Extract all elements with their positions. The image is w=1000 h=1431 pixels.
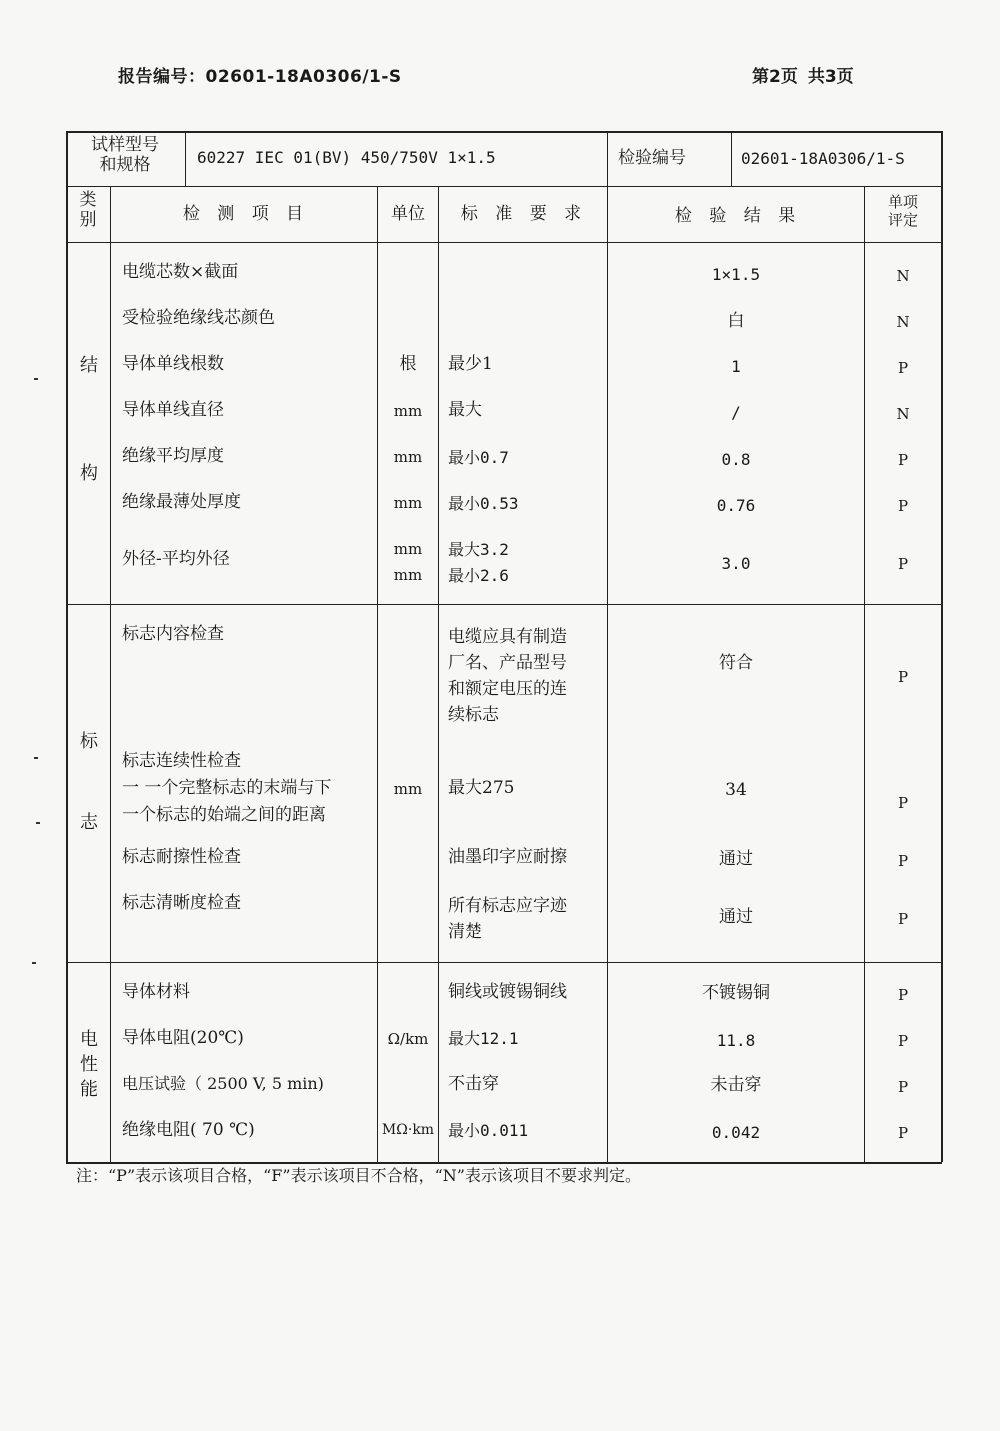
marking-item-content: 标志内容检查 <box>122 624 224 644</box>
marking-req-legibility <box>448 893 567 945</box>
structure-result-od: 3.0 <box>721 554 751 573</box>
sample-label-line1: 试样型号 <box>91 135 159 155</box>
section-label-marking-1: 标 <box>80 731 98 752</box>
col-header-unit: 单位 <box>391 204 425 224</box>
structure-verdict-od: P <box>897 555 909 573</box>
col-header-verdict-1: 单项 <box>887 193 919 211</box>
electrical-item-0: 导体材料 <box>122 982 190 1002</box>
inspection-no-value: 02601-18A0306/1-S <box>741 149 905 168</box>
report-number-value: 02601-18A0306/1-S <box>205 67 402 87</box>
col-header-category <box>80 190 97 231</box>
page-indicator <box>752 62 854 87</box>
marking-result-legibility: 通过 <box>719 907 753 927</box>
structure-result-0: 1×1.5 <box>711 265 761 284</box>
structure-unit-od-2: mm <box>393 566 423 584</box>
structure-req-4: 最小0.7 <box>448 448 509 467</box>
page-total: 共3页 <box>807 67 854 87</box>
scan-speck <box>34 757 38 759</box>
structure-req-od-1: 最大3.2 <box>448 540 509 559</box>
electrical-result-1: 11.8 <box>716 1031 756 1050</box>
col-header-category-1: 类 <box>79 190 97 210</box>
inspection-no-label: 检验编号 <box>618 148 686 168</box>
col-divider-requirement <box>607 186 608 1162</box>
marking-result-abrasion: 通过 <box>719 849 753 869</box>
structure-req-3: 最大 <box>448 400 482 420</box>
report-number <box>118 62 402 87</box>
electrical-verdict-2: P <box>897 1078 909 1096</box>
structure-verdict-1: N <box>896 313 910 331</box>
marking-verdict-content: P <box>897 668 909 686</box>
table-border-top <box>66 131 942 133</box>
col-header-verdict-2: 评定 <box>887 211 919 229</box>
table-border-right <box>941 131 943 1162</box>
col-divider-item <box>377 186 378 1162</box>
structure-unit-3: mm <box>393 402 423 420</box>
marking-item-continuity-2: 一 一个完整标志的末端与下 <box>122 778 332 798</box>
structure-item-3: 导体单线直径 <box>122 400 224 420</box>
structure-result-2: 1 <box>731 357 741 376</box>
footnote: 注：“P”表示该项目合格，“F”表示该项目不合格，“N”表示该项目不要求判定。 <box>76 1166 641 1185</box>
structure-result-1: 白 <box>727 311 745 331</box>
structure-item-2: 导体单线根数 <box>122 354 224 374</box>
info-divider-1 <box>185 131 186 186</box>
electrical-result-3: 0.042 <box>711 1123 761 1142</box>
info-divider-2 <box>607 131 608 186</box>
electrical-req-0: 铜线或镀锡铜线 <box>448 982 567 1002</box>
col-divider-result <box>864 186 865 1162</box>
structure-verdict-3: N <box>896 405 910 423</box>
electrical-item-3: 绝缘电阻( 70 ℃) <box>122 1120 255 1140</box>
electrical-unit-3: MΩ·km <box>381 1122 435 1138</box>
electrical-req-1: 最大12.1 <box>448 1029 519 1048</box>
marking-verdict-continuity: P <box>897 794 909 812</box>
report-number-label: 报告编号： <box>118 67 206 87</box>
structure-verdict-5: P <box>897 497 909 515</box>
marking-result-content: 符合 <box>719 653 753 673</box>
marking-req-abrasion: 油墨印字应耐擦 <box>448 847 567 867</box>
col-header-verdict <box>888 193 918 229</box>
electrical-req-3: 最小0.011 <box>448 1121 529 1140</box>
structure-item-1: 受检验绝缘线芯颜色 <box>122 308 275 328</box>
marking-item-legibility: 标志清晰度检查 <box>122 893 241 913</box>
info-divider-3 <box>731 131 732 186</box>
structure-item-0: 电缆芯数×截面 <box>122 262 239 282</box>
section-divider-marking <box>66 962 942 963</box>
electrical-req-2: 不击穿 <box>448 1074 499 1094</box>
sample-value: 60227 IEC 01(BV) 450/750V 1×1.5 <box>197 148 496 167</box>
electrical-unit-1: Ω/km <box>387 1030 429 1048</box>
marking-req-legibility-1: 所有标志应字迹 <box>448 896 567 916</box>
structure-unit-2: 根 <box>399 354 417 374</box>
marking-req-content-1: 电缆应具有制造 <box>448 627 567 647</box>
structure-result-3: / <box>731 403 741 422</box>
section-label-structure-2: 构 <box>80 463 98 484</box>
structure-verdict-2: P <box>897 359 909 377</box>
structure-unit-4: mm <box>393 448 423 466</box>
col-header-result: 检 验 结 果 <box>674 206 802 226</box>
marking-item-continuity <box>122 748 331 829</box>
col-divider-category <box>110 186 111 1162</box>
section-divider-structure <box>66 604 942 605</box>
marking-req-legibility-2: 清楚 <box>448 922 482 942</box>
structure-unit-od-1: mm <box>393 540 423 558</box>
marking-verdict-abrasion: P <box>897 852 909 870</box>
marking-verdict-legibility: P <box>897 910 909 928</box>
row-divider-info <box>66 186 942 187</box>
structure-req-2: 最少1 <box>448 354 493 374</box>
scan-speck <box>32 962 36 964</box>
structure-item-od: 外径-平均外径 <box>122 549 230 569</box>
marking-item-continuity-1: 标志连续性检查 <box>122 751 241 771</box>
structure-result-5: 0.76 <box>716 496 756 515</box>
structure-verdict-4: P <box>897 451 909 469</box>
section-label-marking-2: 志 <box>80 812 98 833</box>
structure-req-od-2: 最小2.6 <box>448 566 509 585</box>
marking-req-continuity: 最大275 <box>448 778 515 798</box>
structure-item-4: 绝缘平均厚度 <box>122 446 224 466</box>
col-divider-unit <box>438 186 439 1162</box>
structure-result-4: 0.8 <box>721 450 751 469</box>
electrical-item-2: 电压试验（ 2500 V, 5 min) <box>122 1074 324 1093</box>
electrical-result-0: 不镀锡铜 <box>702 983 770 1003</box>
col-header-requirement: 标 准 要 求 <box>460 204 588 224</box>
marking-req-content-2: 厂名、产品型号 <box>448 653 567 673</box>
structure-req-5: 最小0.53 <box>448 494 519 513</box>
electrical-result-2: 未击穿 <box>710 1075 762 1095</box>
marking-req-content <box>448 624 567 728</box>
sample-label <box>91 135 159 176</box>
row-divider-header <box>66 242 942 243</box>
electrical-verdict-3: P <box>897 1124 909 1142</box>
electrical-verdict-1: P <box>897 1032 909 1050</box>
col-header-item: 检 测 项 目 <box>182 204 310 224</box>
marking-item-abrasion: 标志耐擦性检查 <box>122 847 241 867</box>
structure-unit-5: mm <box>393 494 423 512</box>
section-label-electrical-1: 电 <box>80 1029 98 1050</box>
section-label-electrical-2: 性 <box>80 1054 98 1075</box>
scan-speck <box>34 378 38 380</box>
marking-unit-continuity: mm <box>393 780 423 798</box>
electrical-item-1: 导体电阻(20℃) <box>122 1028 244 1048</box>
marking-req-content-4: 续标志 <box>448 705 499 725</box>
section-label-electrical <box>74 1027 104 1102</box>
page-current: 第2页 <box>752 67 798 87</box>
scan-speck <box>36 822 40 824</box>
sample-label-line2: 和规格 <box>99 155 151 176</box>
section-label-electrical-3: 能 <box>80 1079 98 1100</box>
marking-result-continuity: 34 <box>725 780 747 800</box>
marking-item-continuity-3: 一个标志的始端之间的距离 <box>122 805 326 825</box>
table-border-left <box>66 131 68 1162</box>
table-border-bottom <box>66 1162 942 1164</box>
structure-verdict-0: N <box>896 267 910 285</box>
structure-item-5: 绝缘最薄处厚度 <box>122 492 241 512</box>
electrical-verdict-0: P <box>897 986 909 1004</box>
marking-req-content-3: 和额定电压的连 <box>448 679 567 699</box>
col-header-category-2: 别 <box>79 210 97 231</box>
section-label-structure-1: 结 <box>80 355 98 376</box>
